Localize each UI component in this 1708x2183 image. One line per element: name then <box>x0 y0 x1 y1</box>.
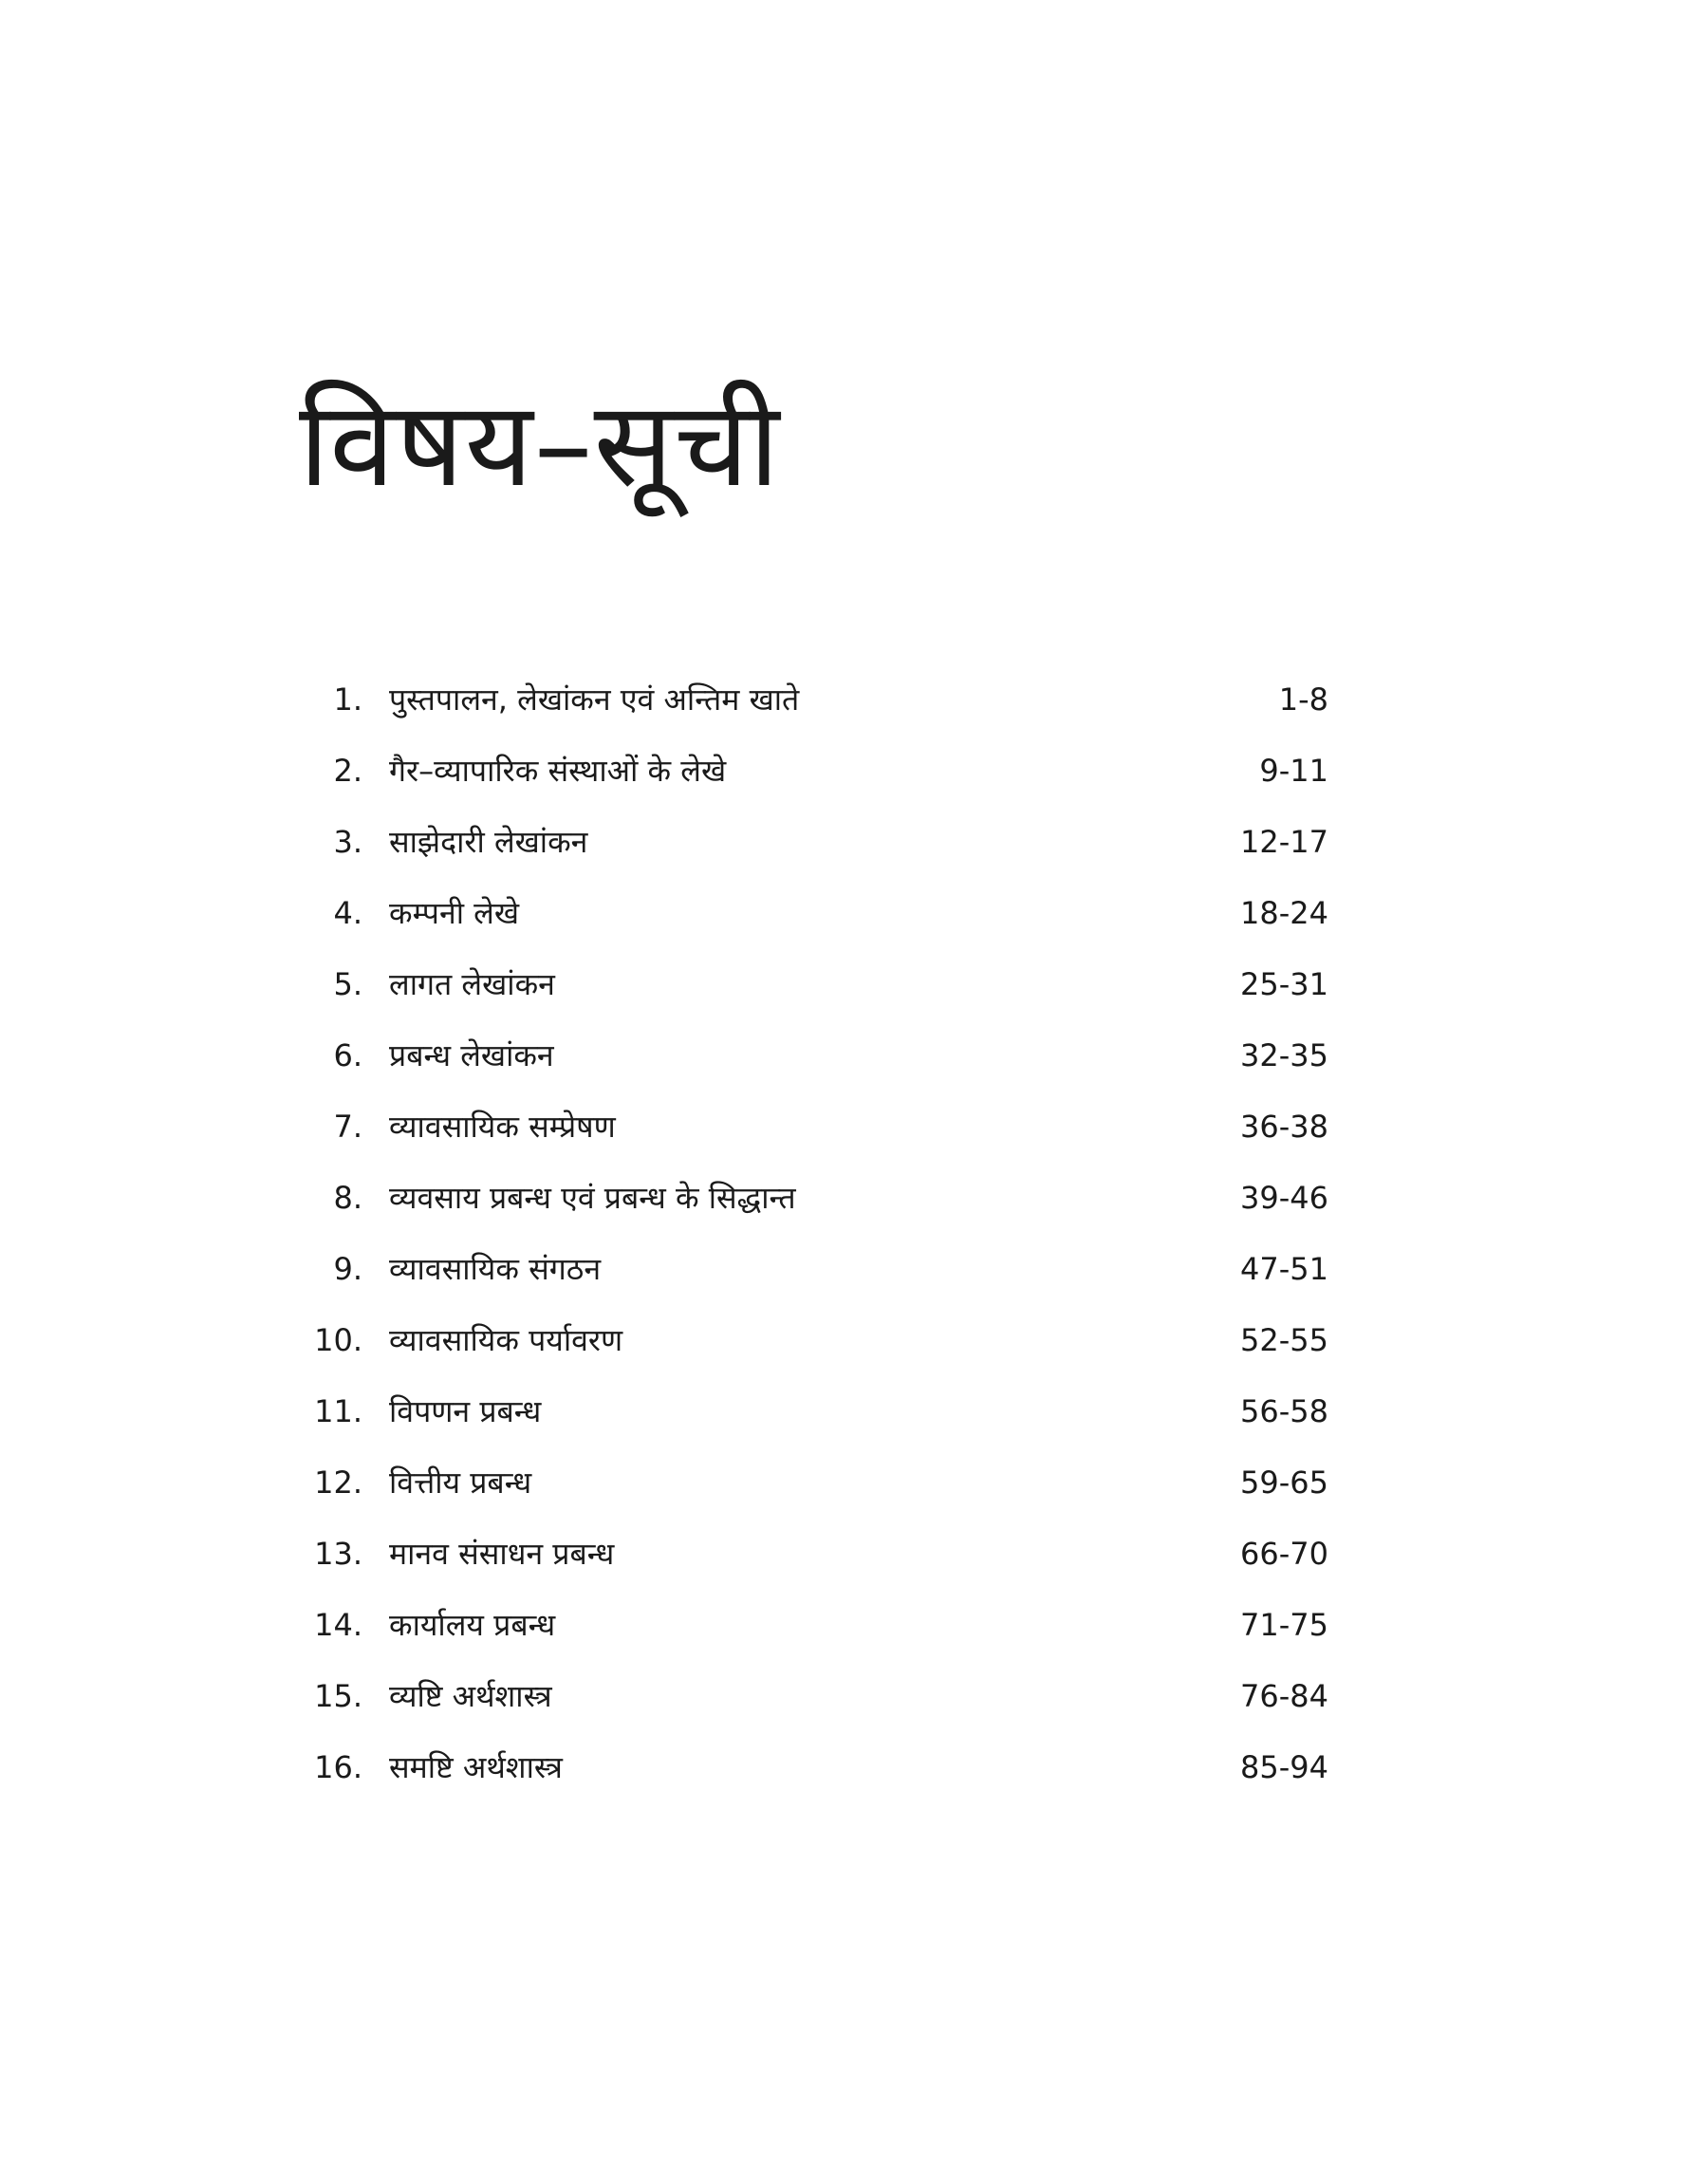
toc-item-title: व्यष्टि अर्थशास्त्र <box>389 1678 552 1714</box>
toc-item-number: 8. <box>333 1180 362 1216</box>
toc-item[interactable] <box>285 1447 1328 1519</box>
toc-item-title: व्यावसायिक संगठन <box>389 1251 602 1287</box>
toc-item-pages: 39-46 <box>1240 1180 1328 1216</box>
toc-item-number: 13. <box>314 1536 362 1572</box>
toc-item[interactable] <box>285 1590 1328 1661</box>
toc-item-title: मानव संसाधन प्रबन्ध <box>389 1536 615 1572</box>
toc-item-title: प्रबन्ध लेखांकन <box>389 1037 554 1073</box>
toc-item[interactable] <box>285 1092 1328 1163</box>
toc-item-title: व्यावसायिक सम्प्रेषण <box>389 1109 616 1145</box>
toc-item-number: 3. <box>333 824 362 860</box>
toc-item[interactable] <box>285 1376 1328 1447</box>
toc-item[interactable] <box>285 1661 1328 1732</box>
toc-item-title: व्यावसायिक पर्यावरण <box>389 1322 623 1358</box>
toc-item[interactable] <box>285 1732 1328 1803</box>
toc-item-title: विपणन प्रबन्ध <box>389 1393 542 1429</box>
toc-item-title: व्यवसाय प्रबन्ध एवं प्रबन्ध के सिद्धान्त <box>389 1180 796 1216</box>
toc-item-pages: 52-55 <box>1240 1322 1328 1358</box>
toc-item-number: 12. <box>314 1465 362 1501</box>
toc-item-pages: 32-35 <box>1240 1037 1328 1073</box>
toc-item-pages: 9-11 <box>1259 753 1328 789</box>
toc-item-title: साझेदारी लेखांकन <box>389 824 588 860</box>
toc-item-title: वित्तीय प्रबन्ध <box>389 1465 532 1501</box>
toc-item[interactable] <box>285 1519 1328 1590</box>
page-title: विषय–सूची <box>299 377 781 513</box>
toc-item-number: 14. <box>314 1607 362 1643</box>
toc-item-number: 6. <box>333 1037 362 1073</box>
toc-item-pages: 59-65 <box>1240 1465 1328 1501</box>
toc-item-number: 2. <box>333 753 362 789</box>
toc-item-pages: 71-75 <box>1240 1607 1328 1643</box>
toc-item[interactable] <box>285 949 1328 1020</box>
toc-item-pages: 85-94 <box>1240 1749 1328 1785</box>
toc-item[interactable] <box>285 1020 1328 1092</box>
toc-item-pages: 66-70 <box>1240 1536 1328 1572</box>
toc-item-pages: 56-58 <box>1240 1393 1328 1429</box>
toc-item-pages: 18-24 <box>1240 895 1328 931</box>
toc-item-number: 5. <box>333 966 362 1002</box>
toc-item-number: 10. <box>314 1322 362 1358</box>
toc-item-pages: 12-17 <box>1240 824 1328 860</box>
toc-item-pages: 47-51 <box>1240 1251 1328 1287</box>
toc-item-number: 9. <box>333 1251 362 1287</box>
toc-item-pages: 25-31 <box>1240 966 1328 1002</box>
toc-item-title: कार्यालय प्रबन्ध <box>389 1607 556 1643</box>
toc-item[interactable] <box>285 878 1328 949</box>
toc-item[interactable] <box>285 664 1328 736</box>
toc-item-number: 4. <box>333 895 362 931</box>
toc-item-number: 11. <box>314 1393 362 1429</box>
toc-item-pages: 76-84 <box>1240 1678 1328 1714</box>
toc-item-title: कम्पनी लेखे <box>389 895 520 931</box>
toc-item[interactable] <box>285 1234 1328 1305</box>
toc-item-title: लागत लेखांकन <box>389 966 555 1002</box>
toc-item[interactable] <box>285 807 1328 878</box>
toc-item-number: 15. <box>314 1678 362 1714</box>
toc-item[interactable] <box>285 1163 1328 1234</box>
toc-item[interactable] <box>285 1305 1328 1376</box>
toc-item-title: पुस्तपालन, लेखांकन एवं अन्तिम खाते <box>389 681 800 718</box>
toc-item-title: गैर–व्यापारिक संस्थाओं के लेखे <box>389 753 727 789</box>
toc-item-pages: 36-38 <box>1240 1109 1328 1145</box>
toc-item[interactable] <box>285 736 1328 807</box>
toc-item-title: समष्टि अर्थशास्त्र <box>389 1749 563 1785</box>
toc-item-number: 16. <box>314 1749 362 1785</box>
table-of-contents <box>285 664 1328 1803</box>
toc-item-number: 1. <box>333 681 362 718</box>
toc-item-pages: 1-8 <box>1278 681 1328 718</box>
toc-item-number: 7. <box>333 1109 362 1145</box>
